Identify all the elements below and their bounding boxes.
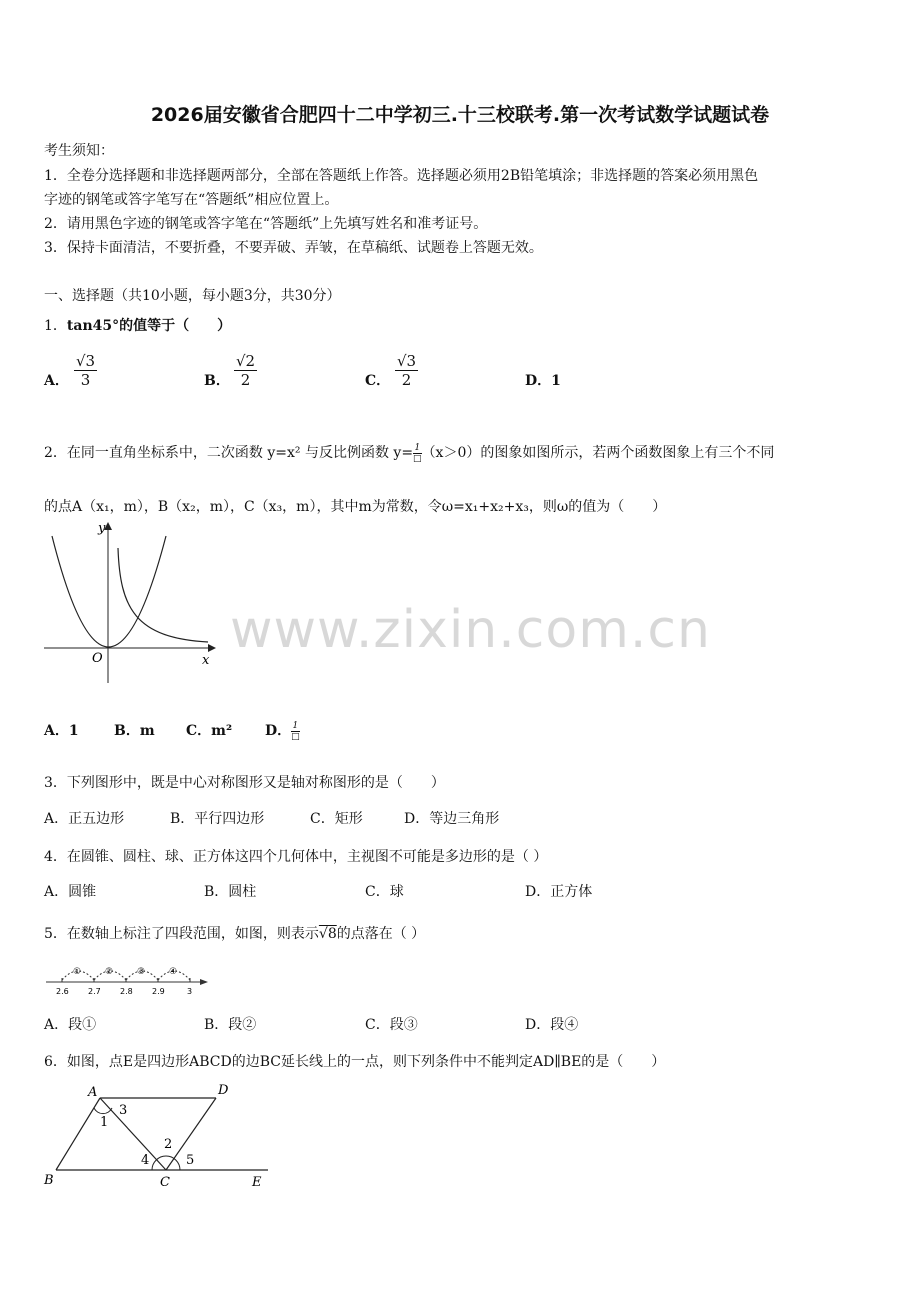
q2-option-c: C．m² (186, 723, 233, 739)
q3-option-a: A．正五边形 (44, 811, 125, 827)
q5-option-a: A．段① (44, 1017, 97, 1033)
notice-item-1: 1．全卷分选择题和非选择题两部分，全部在答题纸上作答。选择题必须用2B铅笔填涂；非选择题的答案必须用黑色 (44, 168, 759, 184)
hyperbola-curve (118, 548, 208, 642)
angle-4-label: 4 (141, 1153, 150, 1168)
point-a-label: A (88, 1085, 98, 1100)
origin-label: O (92, 651, 103, 666)
notice-item-2: 2．请用黑色字迹的钢笔或答字笔在“答题纸”上先填写姓名和准考证号。 (44, 216, 488, 232)
q4-option-b: B．圆柱 (204, 884, 257, 900)
q2-function-graph (40, 518, 222, 688)
q6-stem: 6．如图，点E是四边形ABCD的边BC延长线上的一点，则下列条件中不能判定AD∥BE的是（ ） (44, 1054, 666, 1070)
q1-option-a-label: A． (44, 373, 69, 389)
q5-option-c: C．段③ (365, 1017, 418, 1033)
watermark: www.zixin.com.cn (230, 600, 711, 660)
q3-option-c: C．矩形 (310, 811, 363, 827)
q5-option-b: B．段② (204, 1017, 257, 1033)
q4-option-a: A．圆锥 (44, 884, 97, 900)
q1-number: 1． (44, 318, 67, 334)
point-e-label: E (252, 1175, 262, 1190)
q2-inline-fraction: 1 □ (413, 442, 422, 464)
segment-label-4: ④ (169, 967, 178, 977)
q2-stem-line1: 2．在同一直角坐标系中，二次函数 y=x² 与反比例函数 y= 1 □ （x＞0）的图象如图所示，若两个函数图象上有三个不同 (44, 442, 775, 464)
angle-arc-c (152, 1156, 180, 1170)
angle-2-label: 2 (164, 1137, 173, 1152)
q1-text: tan45°的值等于（ ） (66, 318, 232, 334)
q1-option-c-label: C． (365, 373, 391, 389)
tick-label-2-8: 2.8 (120, 987, 133, 996)
notice-item-1-cont: 字迹的钢笔或答字笔写在“答题纸”相应位置上。 (44, 192, 339, 208)
q5-option-d: D．段④ (525, 1017, 579, 1033)
tick-label-3: 3 (187, 987, 193, 996)
q1-option-c-fraction: $\frac{√3}{2}$ (397, 352, 417, 389)
segment-label-2: ② (105, 967, 114, 977)
x-axis-arrow-icon (208, 644, 216, 652)
q1-option-d: D．1 (525, 373, 561, 389)
number-line-arrow-icon (200, 979, 208, 985)
point-c-label: C (160, 1175, 170, 1190)
parabola-curve (52, 536, 166, 647)
q4-option-d: D．正方体 (525, 884, 593, 900)
notice-heading: 考生须知： (44, 143, 114, 159)
notice-item-3: 3．保持卡面清洁，不要折叠，不要弄破、弄皱，在草稿纸、试题卷上答题无效。 (44, 240, 543, 256)
angle-3-label: 3 (119, 1103, 128, 1118)
x-axis-label: x (202, 653, 210, 668)
q1-option-b-fraction: $\frac{√2}{2}$ (236, 352, 256, 389)
q3-option-d: D．等边三角形 (404, 811, 500, 827)
q2-stem-line2: 的点A（x₁，m），B（x₂，m），C（x₃，m），其中m为常数，令ω=x₁+x₂+x₃，则ω的值为（ ） (44, 499, 667, 515)
q5-stem: 5．在数轴上标注了四段范围，如图，则表示√8的点落在（ ） (44, 926, 426, 942)
q2-option-d: D． 1 □ (265, 720, 300, 742)
q5-sqrt: √8 (318, 926, 337, 942)
q2-option-b: B．m (114, 723, 155, 739)
angle-5-label: 5 (186, 1153, 195, 1168)
tick-label-2-9: 2.9 (152, 987, 165, 996)
q2-option-d-fraction: 1 □ (291, 720, 300, 742)
segment-ac (100, 1098, 166, 1170)
segment-ab (56, 1098, 100, 1170)
point-b-label: B (44, 1173, 54, 1188)
q1-option-a-fraction: $\frac{√3}{3}$ (76, 352, 96, 389)
q1-stem (44, 315, 231, 335)
q5-number-line (44, 958, 214, 998)
tick-label-2-6: 2.6 (56, 987, 69, 996)
q4-option-c: C．球 (365, 884, 404, 900)
q3-stem: 3．下列图形中，既是中心对称图形又是轴对称图形的是（ ） (44, 775, 445, 791)
angle-1-label: 1 (100, 1115, 109, 1130)
q1-option-b-label: B． (204, 373, 230, 389)
segment-label-1: ① (73, 967, 82, 977)
q2-option-a: A．1 (44, 723, 79, 739)
q3-option-b: B．平行四边形 (170, 811, 265, 827)
section-heading: 一、选择题（共10小题，每小题3分，共30分） (44, 288, 341, 304)
page-title: 2026届安徽省合肥四十二中学初三.十三校联考.第一次考试数学试题试卷 (150, 104, 770, 126)
segment-label-3: ③ (137, 967, 146, 977)
y-axis-label: y (98, 521, 106, 536)
q6-geometry-figure (40, 1078, 272, 1196)
point-d-label: D (218, 1083, 229, 1098)
tick-label-2-7: 2.7 (88, 987, 101, 996)
q4-stem: 4．在圆锥、圆柱、球、正方体这四个几何体中，主视图不可能是多边形的是（ ） (44, 849, 548, 865)
